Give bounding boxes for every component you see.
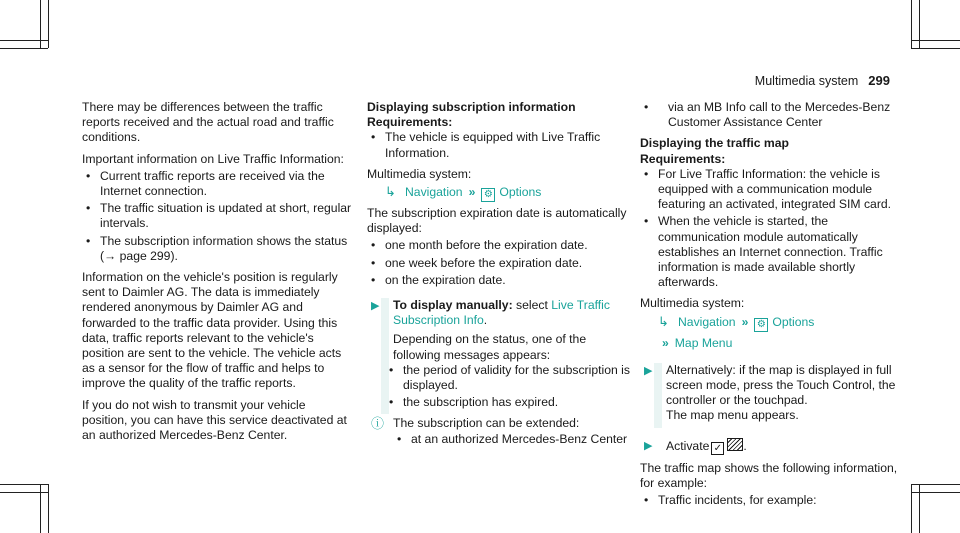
crop-mark [0, 48, 48, 49]
page-number: 299 [868, 73, 890, 88]
settings-icon: ⚙ [481, 188, 495, 202]
section-title: Multimedia system [754, 74, 859, 88]
requirements-label: Requirements: [640, 151, 726, 166]
section-heading: Displaying subscription information [367, 100, 576, 114]
list-item: • the subscription has expired. [385, 395, 632, 410]
column-3 [640, 100, 908, 514]
options-link[interactable]: Options [772, 314, 815, 329]
requirements-label: Requirements: [367, 115, 453, 130]
list-item: • the period of validity for the subscription is displayed. [385, 363, 632, 393]
multimedia-label: Multimedia system: [640, 296, 745, 311]
chevron-icon: » [662, 335, 669, 350]
bullet-list [640, 493, 908, 508]
crop-mark [0, 484, 48, 485]
chevron-icon: » [468, 185, 476, 200]
list-item: • The subscription information shows the status (→ page 299). [82, 234, 352, 264]
return-arrow-icon: ↳ [658, 313, 669, 329]
step-select: select [516, 298, 548, 313]
requirements-list [640, 167, 908, 291]
paragraph: The traffic map shows the following information, for example: [640, 460, 898, 490]
crop-mark [911, 40, 960, 41]
menu-path [640, 314, 908, 332]
return-arrow-icon: ↳ [385, 184, 396, 200]
instruction-step: ▶ Activate ✓ . [644, 438, 747, 454]
step-arrow-icon: ▶ [371, 300, 380, 313]
list-item: • one week before the expiration date. [367, 256, 632, 271]
step-text: Depending on the status, one of the following messages appears: [393, 332, 587, 362]
step-arrow-icon: ▶ [644, 364, 653, 377]
paragraph: Important information on Live Traffic Information: [82, 151, 344, 166]
menu-path-2 [640, 336, 908, 351]
multimedia-label: Multimedia system: [367, 166, 472, 181]
list-item: • at an authorized Mercedes-Benz Center [393, 432, 632, 447]
section-heading: Displaying the traffic map [640, 136, 789, 151]
note-text: The subscription can be extended: [393, 416, 580, 431]
paragraph: Information on the vehicle's position is regularly sent to Daimler AG. The data is immediately rendered anonymous by Daimler AG and forwarded to the traffic data provider. Using this data, traffic reports relevant to the vehicle's position are sent to the vehicle. The vehicle acts as a sensor for the flow of traffic and helps to improve the quality of the traffic reports. [82, 270, 342, 391]
checkbox-icon: ✓ [711, 442, 724, 455]
requirements-list [367, 130, 632, 160]
settings-icon: ⚙ [754, 318, 768, 332]
bullet-list [367, 238, 632, 288]
list-item: • Traffic incidents, for example: [640, 493, 908, 508]
crop-mark [48, 484, 49, 533]
crop-mark [0, 492, 48, 493]
info-icon: ⓘ [371, 416, 385, 432]
column-1 [82, 100, 352, 449]
step-bar [654, 363, 662, 428]
subscription-info-link[interactable]: Live Traffic Subscription Info [393, 298, 610, 328]
crop-mark [911, 484, 960, 485]
menu-path [367, 184, 632, 202]
sub-list [385, 363, 632, 411]
instruction-step [640, 363, 908, 424]
list-item: • For Live Traffic Information: the vehicle is equipped with a communication module featuring an activated, integrated SIM card. [640, 167, 908, 213]
list-item: • on the expiration date. [367, 273, 632, 288]
traffic-map-icon [727, 438, 743, 451]
options-link[interactable]: Options [499, 185, 542, 200]
nav-link[interactable]: Navigation [678, 314, 736, 329]
list-item: • one month before the expiration date. [367, 238, 632, 253]
crop-mark [911, 492, 960, 493]
nav-link[interactable]: Navigation [405, 185, 463, 200]
paragraph: There may be differences between the traffic reports received and the actual road and traffic conditions. [82, 100, 334, 145]
list-item: • The vehicle is equipped with Live Traffic Information. [367, 130, 632, 160]
bullet-list [640, 100, 908, 130]
column-2 [367, 100, 632, 453]
instruction-step: ▶ To display manually: select Live Traffic Subscription Info. Depending on the status, one of the following messages appears: • the period of validity for the subscription is displayed. • the subscription has expired. [367, 298, 632, 410]
crop-mark [0, 40, 48, 41]
crop-mark [48, 0, 49, 48]
note-list [393, 432, 632, 447]
list-item: • The traffic situation is updated at short, regular intervals. [82, 201, 352, 231]
paragraph: The subscription expiration date is automatically displayed: [367, 206, 627, 236]
info-note [367, 416, 632, 446]
chevron-icon: » [741, 314, 749, 329]
list-item: • When the vehicle is started, the communication module automatically establishes an Internet connection. Traffic information is made available shortly afterwards. [640, 214, 908, 290]
crop-mark [911, 48, 960, 49]
bullet-list [82, 169, 352, 264]
step-arrow-icon: ▶ [644, 439, 653, 452]
list-item: • Current traffic reports are received via the Internet connection. [82, 169, 352, 199]
step-text: Alternatively: if the map is displayed in full screen mode, press the Touch Control, the controller or the touchpad. [666, 362, 896, 408]
step-label: To display manually: [393, 298, 513, 313]
list-item: • via an MB Info call to the Mercedes-Benz Customer Assistance Center [640, 100, 908, 130]
map-menu-link[interactable]: Map Menu [674, 335, 733, 350]
step-result: The map menu appears. [666, 408, 799, 423]
paragraph: If you do not wish to transmit your vehicle position, you can have this service deactivated at an authorized Mercedes-Benz Center. [82, 397, 347, 443]
activate-label: Activate [666, 438, 710, 453]
page-header [755, 73, 890, 88]
